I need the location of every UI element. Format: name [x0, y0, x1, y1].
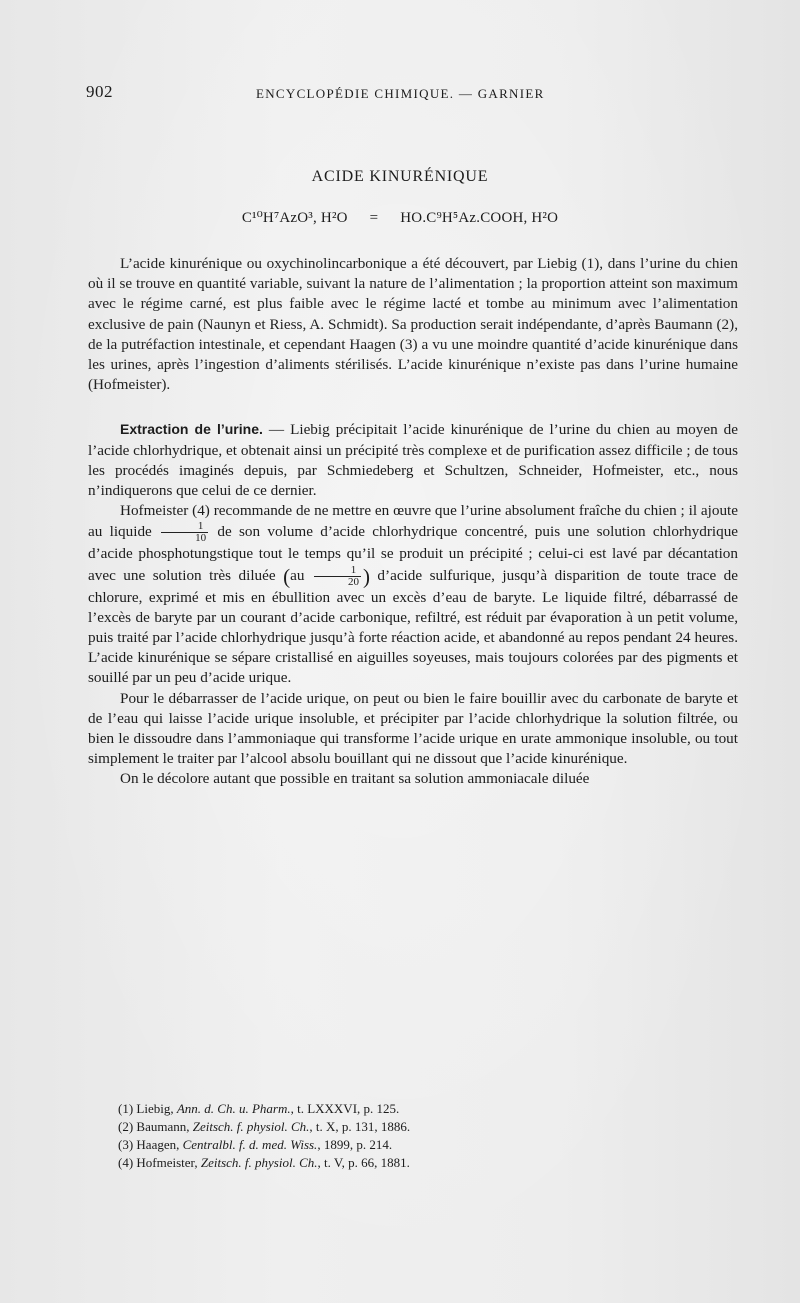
- footnote-2: [118, 1118, 738, 1136]
- hofmeister-part3: d’acide sulfurique, jusqu’à disparition de toute trace de chlorure, exprimé et mis en ébullition avec un excès d’eau de baryte. Le liquide filtré, débarrassé de l’excès de baryte par un courant d’acide carbonique, refiltré, est réduit par évaporation à un petit volume, puis traité par l’acide chlorhydrique jusqu’à forte réaction acide, et abandonné au repos pendant 24 heures. L’acide kinurénique se sépare cristallisé en aiguilles soyeuses, mais toujours colorées par des pigments et souillé par un peu d’acide urique.: [88, 566, 739, 687]
- footnote-prefix: (3) Haagen,: [118, 1137, 183, 1152]
- right-parenthesis: ): [362, 564, 370, 589]
- fraction-numerator: 1: [161, 521, 208, 533]
- fraction-denominator: 20: [347, 575, 359, 588]
- footnote-journal: Zeitsch. f. physiol. Ch.: [200, 1155, 318, 1170]
- fraction-one-twentieth: [314, 565, 361, 588]
- footnote-suffix: , t. V, p. 66, 1881.: [317, 1155, 410, 1170]
- uric-acid-paragraph: Pour le débarrasser de l’acide urique, on peut ou bien le faire bouillir avec du carbonate de baryte et de l’eau qui laisse l’acide urique insoluble, et précipiter par l’acide chlorhydrique la solution filtrée, ou bien le dissoudre dans l’ammoniaque qui transforme l’acide urique en urate ammonique insoluble, ou tout simplement le traiter par l’alcool absolu bouillant qui ne dissout que l’acide kinurénique.: [88, 689, 738, 768]
- footnote-prefix: (4) Hofmeister,: [118, 1155, 201, 1170]
- footnote-1: [118, 1100, 738, 1118]
- footnote-prefix: (1) Liebig,: [118, 1101, 177, 1116]
- section-title: ACIDE KINURÉNIQUE: [311, 168, 489, 185]
- chemical-formula: [0, 208, 800, 227]
- footnote-prefix: (2) Baumann,: [118, 1119, 193, 1134]
- footnotes: [118, 1100, 738, 1172]
- extraction-paragraph: [88, 419, 738, 501]
- hofmeister-part2: de son volume d’acide chlorhydrique concentré, puis une solution chlorhydrique d’acide phosphotungstique tout le temps qu’il se produit un précipité ; celui-ci est lavé par décantation avec une solution très diluée: [88, 523, 739, 584]
- fraction-prefix-au: au: [290, 566, 305, 584]
- formula-left: C¹⁰H⁷AzO³, H²O: [241, 210, 348, 226]
- footnote-3: [118, 1136, 738, 1154]
- left-parenthesis: (: [283, 564, 291, 589]
- hofmeister-paragraph: [88, 501, 738, 688]
- footnote-4: [118, 1154, 738, 1172]
- footnote-suffix: , 1899, p. 214.: [317, 1137, 393, 1152]
- footnote-journal: Centralbl. f. d. med. Wiss.: [182, 1137, 318, 1152]
- footnote-suffix: , t. LXXXVI, p. 125.: [290, 1101, 400, 1116]
- main-text: [88, 254, 738, 790]
- decolorization-paragraph: On le décolore autant que possible en traitant sa solution ammoniacale diluée: [120, 770, 590, 788]
- fraction-numerator: 1: [314, 565, 361, 577]
- fraction-one-tenth: [161, 521, 208, 544]
- page-number: 902: [86, 82, 113, 101]
- fraction-denominator: 10: [195, 532, 207, 545]
- page-header: [86, 82, 736, 108]
- footnote-suffix: , t. X, p. 131, 1886.: [309, 1119, 411, 1134]
- extraction-text: — Liebig précipitait l’acide kinurénique de l’urine du chien au moyen de l’acide chlorhydrique, et obtenait ainsi un précipité très complexe et de purification assez difficile ; de tous les procédés imaginés depuis, par Schmiedeberg et Schultzen, Schneider, Hofmeister, etc., nous n’indiquerons que celui de ce dernier.: [88, 421, 739, 500]
- formula-equals: =: [369, 210, 379, 226]
- running-head: ENCYCLOPÉDIE CHIMIQUE. — GARNIER: [256, 86, 545, 101]
- formula-right: HO.C⁹H⁵Az.COOH, H²O: [400, 210, 559, 226]
- footnote-journal: Ann. d. Ch. u. Pharm.: [176, 1101, 291, 1116]
- intro-paragraph: L’acide kinurénique ou oxychinolincarbonique a été découvert, par Liebig (1), dans l’urine du chien où il se trouve en quantité variable, suivant la nature de l’alimentation ; la proportion atteint son maximum avec le régime carné, est plus faible avec le régime lacté et tombe au minimum avec l’alimentation exclusive de pain (Naunyn et Riess, A. Schmidt). Sa production serait indépendante, d’après Baumann (2), de la putréfaction intestinale, et cependant Haagen (3) a vu une moindre quantité d’acide kinurénique dans les urines, après l’ingestion d’aliments stérilisés. L’acide kinurénique n’existe pas dans l’urine humaine (Hofmeister).: [88, 255, 738, 394]
- hofmeister-part1: Hofmeister (4) recommande de ne mettre en œuvre que l’urine absolument fraîche du chien ; il ajoute au liquide: [88, 502, 738, 541]
- footnote-journal: Zeitsch. f. physiol. Ch.: [192, 1119, 310, 1134]
- extraction-heading: Extraction de l’urine.: [120, 421, 263, 438]
